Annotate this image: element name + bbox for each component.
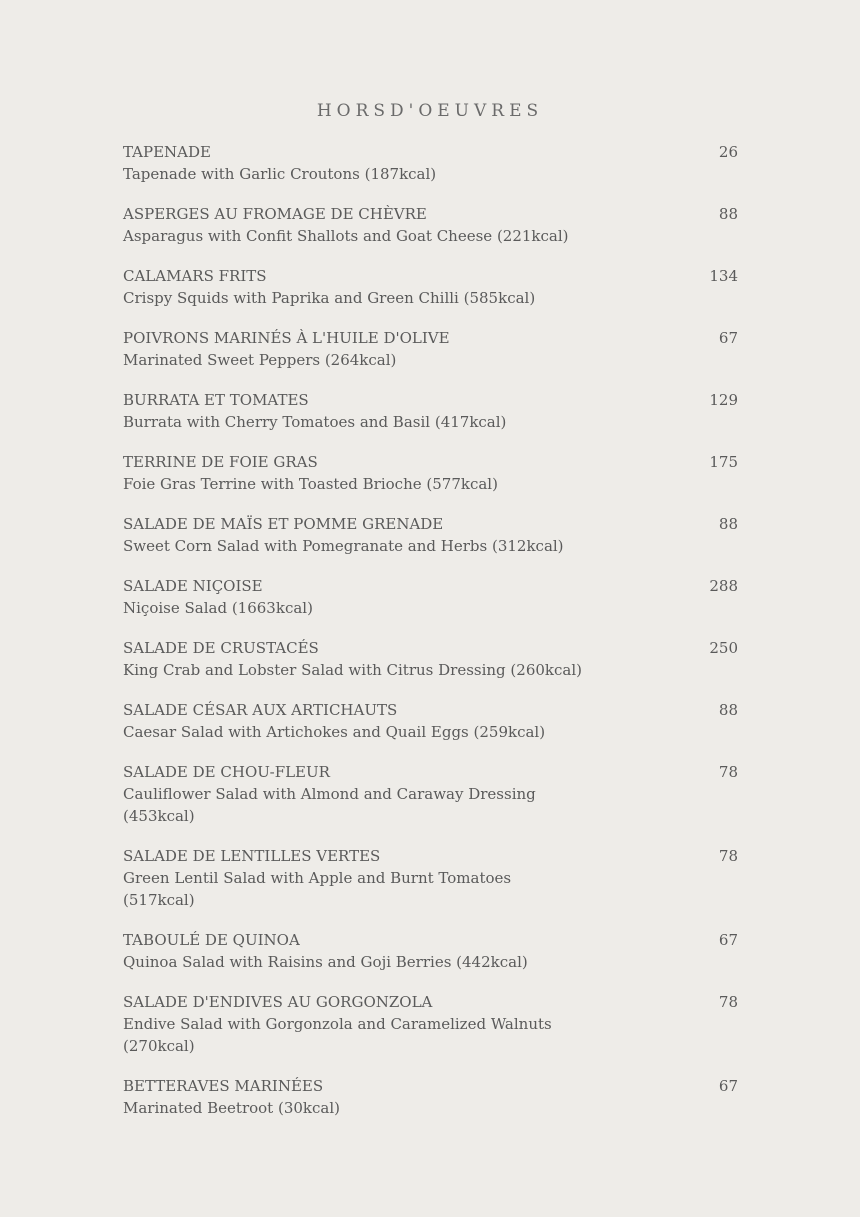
item-description: Marinated Sweet Peppers (264kcal) (123, 351, 397, 369)
item-price: 129 (709, 391, 738, 409)
item-name: SALADE DE CRUSTACÉS (123, 639, 319, 657)
item-price: 78 (718, 763, 738, 781)
item-name: TERRINE DE FOIE GRAS (123, 453, 318, 471)
item-description: Sweet Corn Salad with Pomegranate and Herbs (312kcal) (123, 537, 564, 555)
item-name: TABOULÉ DE QUINOA (123, 931, 300, 949)
item-price: 78 (718, 847, 738, 865)
item-name: SALADE NIÇOISE (123, 577, 263, 595)
item-price: 88 (718, 701, 738, 719)
item-description: Cauliflower Salad with Almond and Caraway Dressing (453kcal) (123, 785, 536, 825)
item-description: Niçoise Salad (1663kcal) (123, 599, 313, 617)
menu-item (123, 761, 738, 827)
item-description: Quinoa Salad with Raisins and Goji Berries (442kcal) (123, 953, 528, 971)
menu-item (123, 141, 738, 185)
item-price: 78 (718, 993, 738, 1011)
menu-item (123, 513, 738, 557)
item-name: ASPERGES AU FROMAGE DE CHÈVRE (123, 205, 427, 223)
item-name: BURRATA ET TOMATES (123, 391, 309, 409)
item-name: POIVRONS MARINÉS À L'HUILE D'OLIVE (123, 329, 450, 347)
item-name: SALADE DE LENTILLES VERTES (123, 847, 381, 865)
item-name: SALADE DE CHOU-FLEUR (123, 763, 330, 781)
item-description: Endive Salad with Gorgonzola and Caramelized Walnuts (270kcal) (123, 1015, 552, 1055)
item-name: TAPENADE (123, 143, 211, 161)
item-price: 88 (718, 515, 738, 533)
item-description: Foie Gras Terrine with Toasted Brioche (577kcal) (123, 475, 498, 493)
menu-item (123, 389, 738, 433)
item-price: 88 (718, 205, 738, 223)
menu-item (123, 1075, 738, 1119)
menu-item (123, 929, 738, 973)
item-price: 67 (718, 329, 738, 347)
item-price: 175 (709, 453, 738, 471)
item-price: 26 (718, 143, 738, 161)
item-name: SALADE DE MAÏS ET POMME GRENADE (123, 515, 444, 533)
item-price: 67 (718, 931, 738, 949)
item-name: CALAMARS FRITS (123, 267, 267, 285)
item-description: Tapenade with Garlic Croutons (187kcal) (123, 165, 437, 183)
item-name: SALADE CÉSAR AUX ARTICHAUTS (123, 701, 398, 719)
item-description: Burrata with Cherry Tomatoes and Basil (417kcal) (123, 413, 507, 431)
item-price: 288 (709, 577, 738, 595)
item-description: Caesar Salad with Artichokes and Quail Eggs (259kcal) (123, 723, 546, 741)
menu-item (123, 451, 738, 495)
menu-item (123, 845, 738, 911)
item-description: Crispy Squids with Paprika and Green Chilli (585kcal) (123, 289, 536, 307)
menu-item (123, 637, 738, 681)
menu-item (123, 265, 738, 309)
item-description: Marinated Beetroot (30kcal) (123, 1099, 341, 1117)
item-price: 250 (709, 639, 738, 657)
item-price: 67 (718, 1077, 738, 1095)
menu-item (123, 327, 738, 371)
item-description: King Crab and Lobster Salad with Citrus Dressing (260kcal) (123, 661, 582, 679)
menu-item (123, 699, 738, 743)
item-description: Asparagus with Confit Shallots and Goat Cheese (221kcal) (123, 227, 569, 245)
item-description: Green Lentil Salad with Apple and Burnt Tomatoes (517kcal) (123, 869, 512, 909)
item-name: BETTERAVES MARINÉES (123, 1077, 324, 1095)
menu-item (123, 991, 738, 1057)
menu-list (123, 141, 738, 1137)
menu-item (123, 575, 738, 619)
item-price: 134 (709, 267, 738, 285)
menu-item (123, 203, 738, 247)
section-title: HORSD'OEUVRES (316, 101, 544, 121)
item-name: SALADE D'ENDIVES AU GORGONZOLA (123, 993, 433, 1011)
